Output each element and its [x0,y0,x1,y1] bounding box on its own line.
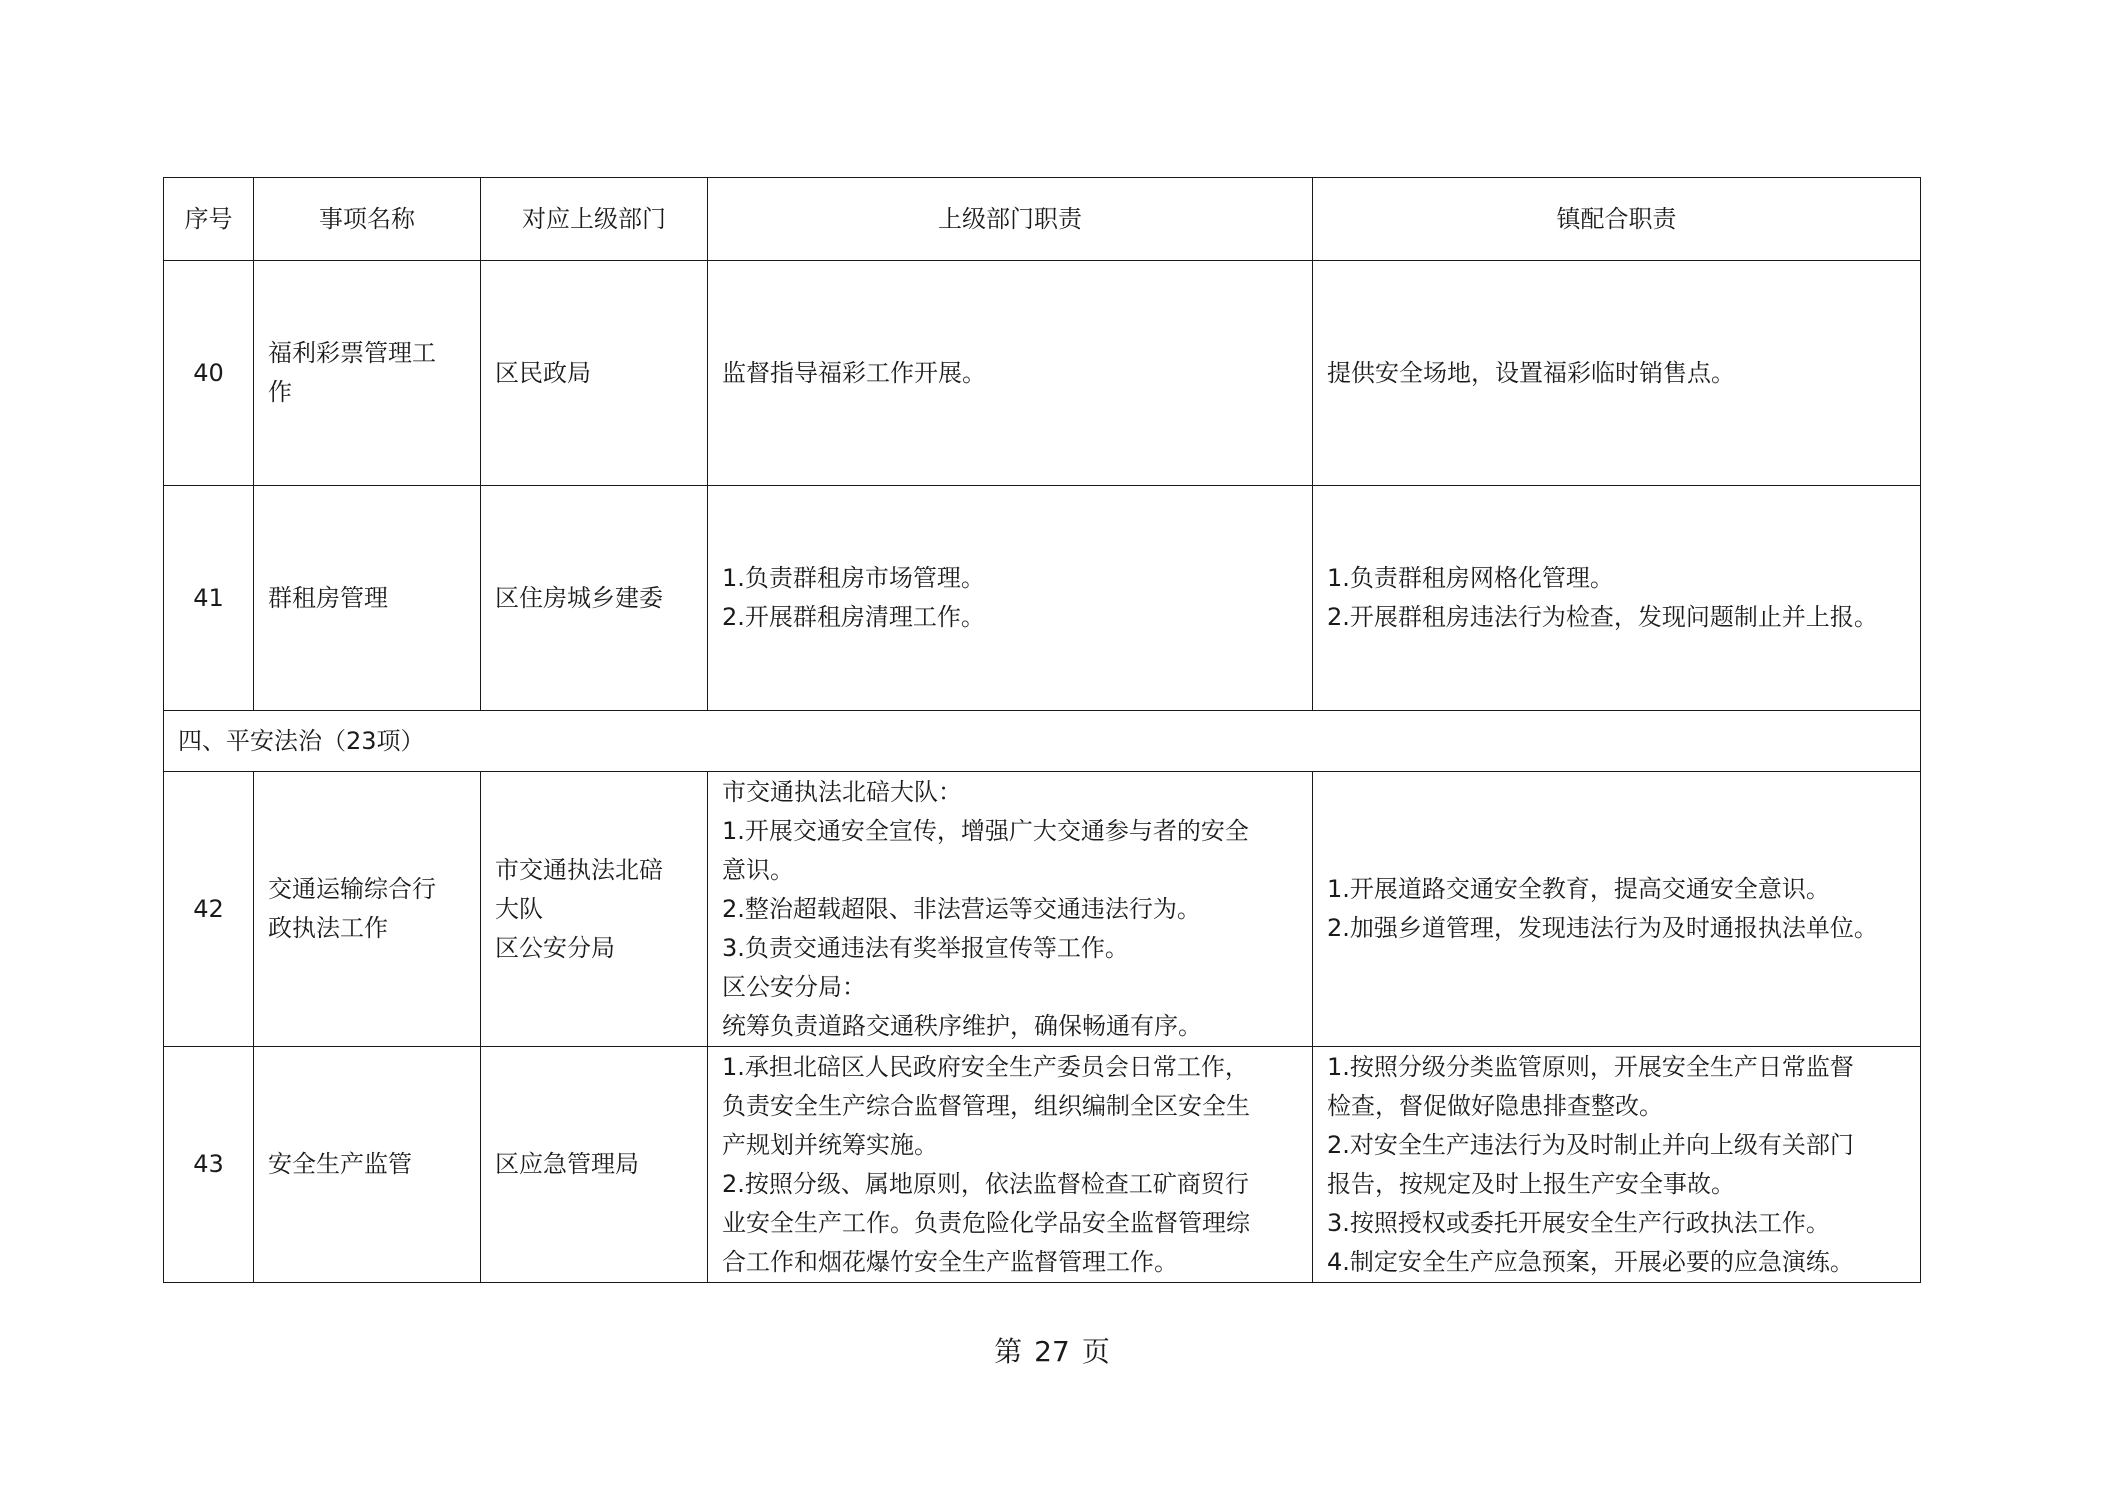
row-number: 41 [164,486,254,711]
cell-line: 1.承担北碚区人民政府安全生产委员会日常工作， [722,1052,1249,1081]
cell-line: 区民政局 [495,358,591,387]
cell-line: 意识。 [722,855,794,884]
superior-dept-cell [481,772,708,1047]
superior-duty-cell [708,1047,1313,1283]
cell-line: 1.负责群租房市场管理。 [722,564,985,592]
page-footer [0,1330,2104,1370]
item-name-cell [254,1047,481,1283]
cell-line: 区应急管理局 [495,1150,639,1178]
row-number: 43 [164,1047,254,1283]
cell-line: 1.按照分级分类监管原则，开展安全生产日常监督 [1327,1052,1854,1081]
superior-duty-cell [708,486,1313,711]
header-superior-duty: 上级部门职责 [708,178,1313,261]
cell-line: 监督指导福彩工作开展。 [722,358,986,387]
page-prefix: 第 [994,1335,1023,1368]
table-row [164,772,1921,1047]
cell-line: 报告，按规定及时上报生产安全事故。 [1327,1169,1735,1198]
cell-line: 安全生产监管 [268,1150,412,1178]
header-seq: 序号 [164,178,254,261]
superior-duty-cell [708,772,1313,1047]
section-header-row [164,711,1921,772]
cell-line: 统筹负责道路交通秩序维护，确保畅通有序。 [722,1011,1202,1040]
header-item-name: 事项名称 [254,178,481,261]
cell-line: 区公安分局 [495,933,615,962]
cell-line: 市交通执法北碚大队： [722,777,962,806]
page-number: 27 [1034,1335,1070,1368]
town-duty-cell [1313,486,1921,711]
row-number: 42 [164,772,254,1047]
cell-line: 2.加强乡道管理，发现违法行为及时通报执法单位。 [1327,914,1878,942]
cell-line: 区公安分局： [722,972,866,1001]
town-duty-cell [1313,261,1921,486]
cell-line: 3.按照授权或委托开展安全生产行政执法工作。 [1327,1208,1830,1237]
table-row [164,261,1921,486]
cell-line: 产规划并统筹实施。 [722,1130,938,1159]
header-superior-dept: 对应上级部门 [481,178,708,261]
cell-line: 业安全生产工作。负责危险化学品安全监督管理综 [722,1208,1250,1237]
cell-line: 作 [268,378,292,406]
cell-line: 4.制定安全生产应急预案，开展必要的应急演练。 [1327,1247,1854,1276]
cell-line: 2.按照分级、属地原则，依法监督检查工矿商贸行 [722,1169,1249,1198]
cell-line: 提供安全场地，设置福彩临时销售点。 [1327,358,1735,387]
cell-line: 群租房管理 [268,583,388,612]
town-duty-cell [1313,772,1921,1047]
section-title: 四、平安法治（23项） [164,711,1921,772]
cell-line: 负责安全生产综合监督管理，组织编制全区安全生 [722,1091,1250,1120]
town-duty-cell [1313,1047,1921,1283]
table-row [164,486,1921,711]
superior-dept-cell [481,486,708,711]
cell-line: 政执法工作 [268,914,388,942]
cell-line: 2.开展群租房违法行为检查，发现问题制止并上报。 [1327,603,1878,631]
cell-line: 福利彩票管理工 [268,339,436,367]
superior-dept-cell [481,1047,708,1283]
cell-line: 2.对安全生产违法行为及时制止并向上级有关部门 [1327,1130,1854,1159]
cell-line: 合工作和烟花爆竹安全生产监督管理工作。 [722,1247,1178,1276]
cell-line: 2.整治超载超限、非法营运等交通违法行为。 [722,894,1201,923]
cell-line: 3.负责交通违法有奖举报宣传等工作。 [722,933,1129,962]
header-town-duty: 镇配合职责 [1313,178,1921,261]
cell-line: 2.开展群租房清理工作。 [722,603,985,631]
cell-line: 大队 [495,894,543,923]
cell-line: 1.负责群租房网格化管理。 [1327,564,1614,592]
cell-line: 1.开展交通安全宣传，增强广大交通参与者的安全 [722,816,1249,845]
page-suffix: 页 [1081,1335,1110,1368]
row-number: 40 [164,261,254,486]
cell-line: 检查，督促做好隐患排查整改。 [1327,1091,1663,1120]
duty-table [163,177,1921,1283]
cell-line: 交通运输综合行 [268,875,436,903]
cell-line: 市交通执法北碚 [495,855,663,884]
item-name-cell [254,486,481,711]
table-row [164,1047,1921,1283]
item-name-cell [254,772,481,1047]
cell-line: 1.开展道路交通安全教育，提高交通安全意识。 [1327,875,1830,903]
superior-duty-cell [708,261,1313,486]
cell-line: 区住房城乡建委 [495,583,663,612]
table-header-row [164,178,1921,261]
item-name-cell [254,261,481,486]
superior-dept-cell [481,261,708,486]
